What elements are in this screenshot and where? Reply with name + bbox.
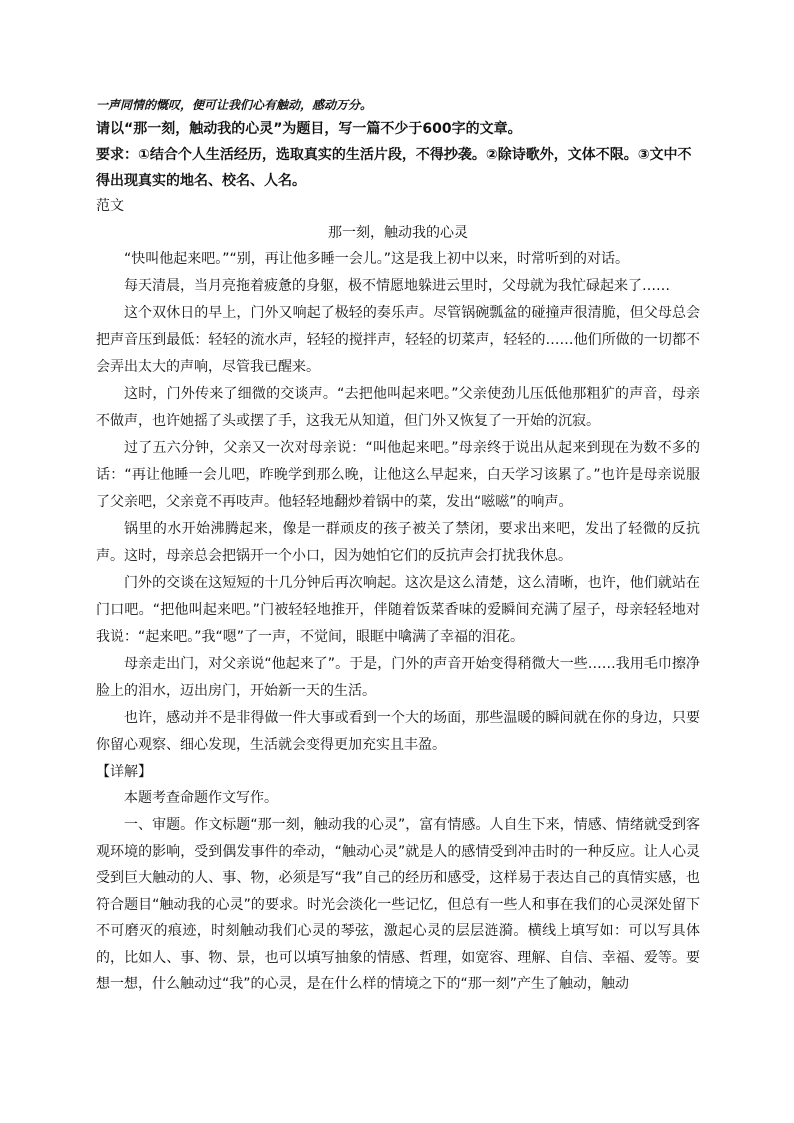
detail-body [96, 785, 700, 998]
top-fragment: 一声同情的慨叹，便可让我们心有触动，感动万分。 [96, 98, 373, 112]
essay-paragraph: 这时，门外传来了细微的交谈声。“去把他叫起来吧。”父亲使劲儿压低他那粗犷的声音，母亲不做声，也许她摇了头或摆了手，这我无从知道，但门外又恢复了一开始的沉寂。 [96, 386, 700, 429]
essay-paragraph: 过了五六分钟，父亲又一次对母亲说：“叫他起来吧。”母亲终于说出从起来到现在为数不多的话：“再让他睡一会儿吧，昨晚学到那么晚，让他这么早起来，白天学习该累了。”也许是母亲说服了父亲吧，父亲竟不再吱声。他轻轻地翻炒着锅中的菜，发出“嗞嗞”的响声。 [96, 440, 700, 510]
essay-paragraph: 每天清晨，当月亮拖着疲惫的身躯，极不情愿地躲进云里时，父母就为我忙碌起来了…… [124, 278, 670, 294]
prompt-task: 请以“那一刻，触动我的心灵”为题目，写一篇不少于600字的文章。 [96, 121, 522, 137]
essay-title: 那一刻，触动我的心灵 [328, 225, 468, 241]
essay-body [96, 246, 700, 759]
essay-paragraph: 锅里的水开始沸腾起来，像是一群顽皮的孩子被关了禁闭，要求出来吧，发出了轻微的反抗声。这时，母亲总会把锅开一个小口，因为她怕它们的反抗声会打扰我休息。 [96, 521, 700, 564]
essay-paragraph: 母亲走出门，对父亲说“他起来了”。于是，门外的声音开始变得稍微大一些……我用毛巾擦净脸上的泪水，迈出房门，开始新一天的生活。 [96, 656, 700, 699]
detail-paragraph: 本题考查命题作文写作。 [124, 790, 278, 806]
essay-paragraph: 这个双休日的早上，门外又响起了极轻的奏乐声。尽管锅碗瓢盆的碰撞声很清脆，但父母总会把声音压到最低：轻轻的流水声，轻轻的搅拌声，轻轻的切菜声，轻轻的……他们所做的一切都不会弄出太大的声响，尽管我已醒来。 [96, 305, 700, 375]
essay-paragraph: 也许，感动并不是非得做一件大事或看到一个大的场面，那些温暖的瞬间就在你的身边，只要你留心观察、细心发现，生活就会变得更加充实且丰盈。 [96, 710, 700, 753]
sample-essay-label: 范文 [96, 198, 124, 214]
prompt-requirements: 要求：①结合个人生活经历，选取真实的生活片段，不得抄袭。②除诗歌外，文体不限。③文中不得出现真实的地名、校名、人名。 [96, 147, 692, 189]
document-content [96, 94, 700, 998]
essay-paragraph: 门外的交谈在这短短的十几分钟后再次响起。这次是这么清楚，这么清晰，也许，他们就站在门口吧。“把他叫起来吧。”门被轻轻地推开，伴随着饭菜香味的爱瞬间充满了屋子，母亲轻轻地对我说：“起来吧。”我“嗯”了一声，不觉间，眼眶中噙满了幸福的泪花。 [96, 575, 700, 645]
detail-paragraph: 一、审题。作文标题“那一刻，触动我的心灵”，富有情感。人自生下来，情感、情绪就受到客观环境的影响，受到偶发事件的牵动，“触动心灵”就是人的感情受到冲击时的一种反应。让人心灵受到巨大触动的人、事、物，必须是写“我”自己的经历和感受，这样易于表达自己的真情实感，也符合题目“触动我的心灵”的要求。时光会淡化一些记忆，但总有一些人和事在我们的心灵深处留下不可磨灭的痕迹，时刻触动我们心灵的琴弦，激起心灵的层层涟漪。横线上填写如：可以写具体的，比如人、事、物、景，也可以填写抽象的情感、哲理，如宽容、理解、自信、幸福、爱等。要想一想，什么触动过“我”的心灵，是在什么样的情境之下的“那一刻”产生了触动，触动 [96, 817, 700, 992]
essay-paragraph: “快叫他起来吧。”“别，再让他多睡一会儿。”这是我上初中以来，时常听到的对话。 [124, 251, 630, 267]
detail-heading: 【详解】 [96, 764, 152, 780]
